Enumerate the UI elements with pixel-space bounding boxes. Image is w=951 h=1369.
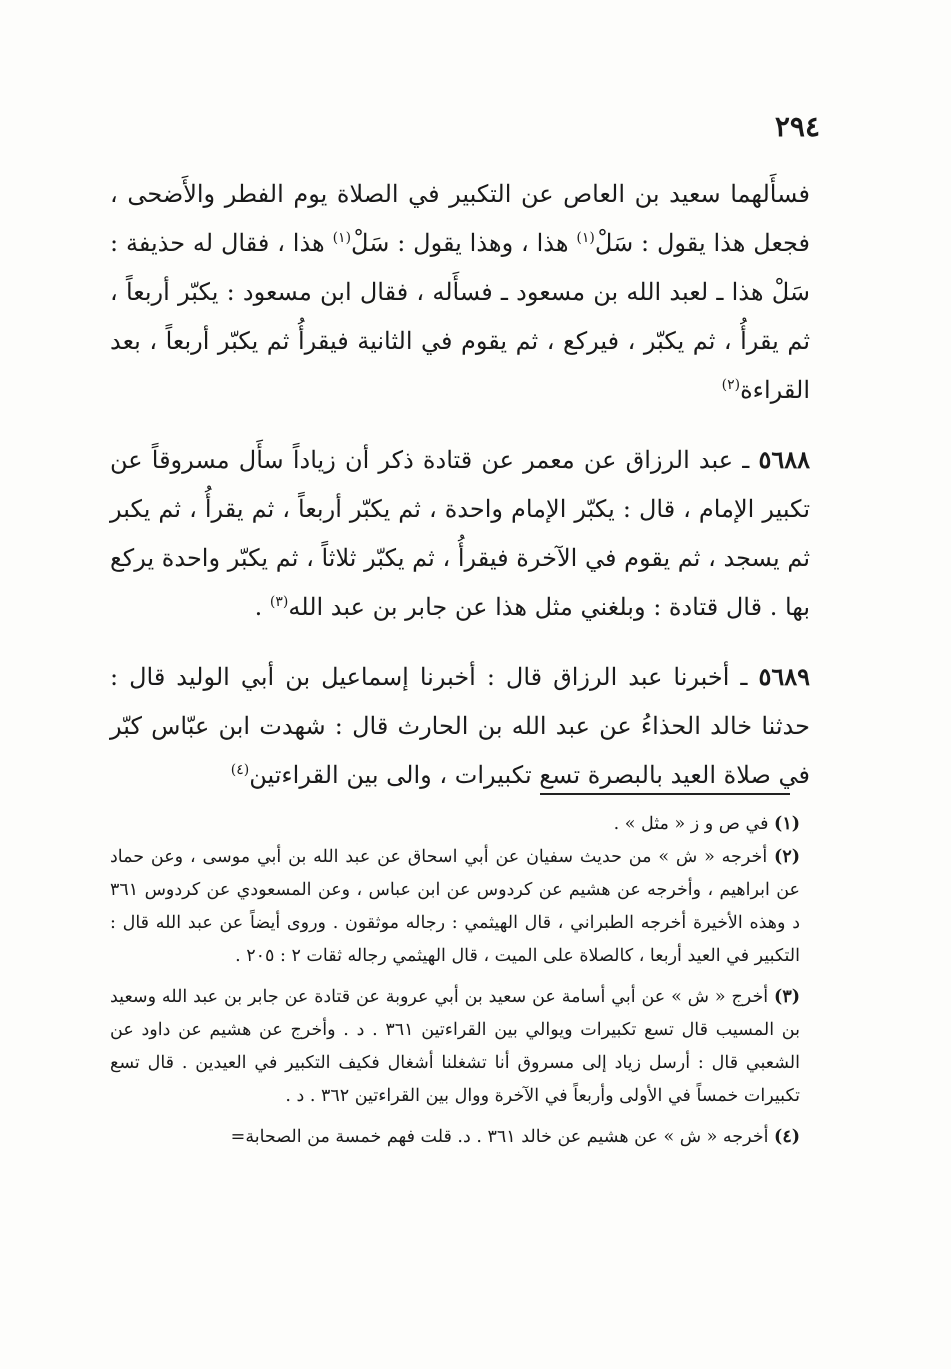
hadith-5688-text: ـ عبد الرزاق عن معمر عن قتادة ذكر أن زياداً سأَل مسروقاً عن تكبير الإمام ، قال : يكبّر الإمام واحدة ، ثم يكبّر أربعاً ، ثم يقرأُ ، ثم يكبر ثم يسجد ، ثم يقوم في الآخرة فيقرأُ ، ثم يكبّر ثلاثاً ، ثم يكبّر واحدة يركع بها . قال قتادة : وبلغني مثل هذا عن جابر بن عبد الله (110, 446, 810, 621)
footnote-ref-1b: (١) (332, 230, 352, 246)
footnote-4 (110, 1121, 800, 1154)
hadith-number-5689: ٥٦٨٩ (758, 662, 810, 691)
footnote-ref-4: (٤) (230, 762, 250, 778)
footnote-ref-2: (٢) (721, 377, 741, 393)
footnote-number-4: (٤) (774, 1127, 800, 1147)
main-text (110, 170, 810, 800)
hadith-5689-text: ـ أخبرنا عبد الرزاق قال : أخبرنا إسماعيل بن أبي الوليد قال : حدثنا خالد الحذاءُ عن عبد الله بن الحارث قال : شهدت ابن عبّاس كبّر في صلاة العيد بالبصرة تسع تكبيرات ، والى بين القراءتين (110, 663, 810, 789)
hadith-5688 (110, 435, 810, 632)
footnote-number-2: (٢) (774, 847, 800, 867)
paragraph-1-text-b: هذا ، وهذا يقول : سَلْ (351, 229, 577, 257)
footnote-2-text: أخرجه « ش » من حديث سفيان عن أبي اسحاق عن عبد الله بن أبي موسى ، وعن حماد عن ابراهيم ، وأخرجه عن هشيم عن كردوس عن ابن عباس ، وعن المسعودي عن كردوس ٣٦١ د وهذه الأخيرة أخرجه الطبراني ، قال الهيثمي : رجاله موثقون . وروى أيضاً عن عبد الله قال : التكبير في العيد أربعا ، كالصلاة على الميت ، قال الهيثمي رجاله ثقات ٢ : ٢٠٥ . (110, 847, 800, 966)
footnote-1-text: في ص و ز « مثل » . (613, 814, 775, 834)
hadith-number-5688: ٥٦٨٨ (758, 445, 810, 474)
hadith-5688-end: . (254, 593, 270, 621)
paragraph-1-text-c: هذا ، فقال له حذيفة : سَلْ هذا ـ لعبد الله بن مسعود ـ فسأَله ، فقال ابن مسعود : يكبّر أربعاً ، ثم يقرأُ ، ثم يكبّر ، فيركع ، ثم يقوم في الثانية فيقرأُ ثم يكبّر أربعاً ، بعد القراءة (110, 229, 810, 404)
page-number: ٢٩٤ (774, 110, 820, 143)
footnote-1 (110, 808, 800, 841)
paragraph-1 (110, 170, 810, 415)
footnote-2 (110, 841, 800, 973)
footnote-3-text: أخرج « ش » عن أبي أسامة عن سعيد بن أبي عروبة عن قتادة عن جابر بن عبد الله وسعيد بن المسيب قال تسع تكبيرات ويوالي بين القراءتين ٣٦١ . د . وأخرج عن هشيم عن داود عن الشعبي قال : أرسل زياد إلى مسروق أنا تشغلنا أشغال فكيف التكبير في العيدين . قال تسع تكبيرات خمساً في الأولى وأربعاً في الآخرة ووال بين القراءتين ٣٦٢ . د . (110, 987, 800, 1106)
footnote-4-text: أخرجه « ش » عن هشيم عن خالد ٣٦١ . د. قلت فهم خمسة من الصحابة= (230, 1127, 775, 1147)
paragraph-1-text-a: فسأَلهما سعيد بن العاص عن التكبير في الصلاة يوم الفطر والأَضحى ، فجعل هذا يقول : سَلْ (110, 180, 810, 257)
footnote-number-1: (١) (774, 814, 800, 834)
footnote-number-3: (٣) (774, 987, 800, 1007)
footnote-ref-3: (٣) (269, 594, 289, 610)
hadith-5689 (110, 652, 810, 800)
footnote-3 (110, 981, 800, 1113)
footnotes (110, 808, 800, 1154)
footnote-divider (540, 793, 790, 795)
footnote-ref-1: (١) (576, 230, 595, 246)
